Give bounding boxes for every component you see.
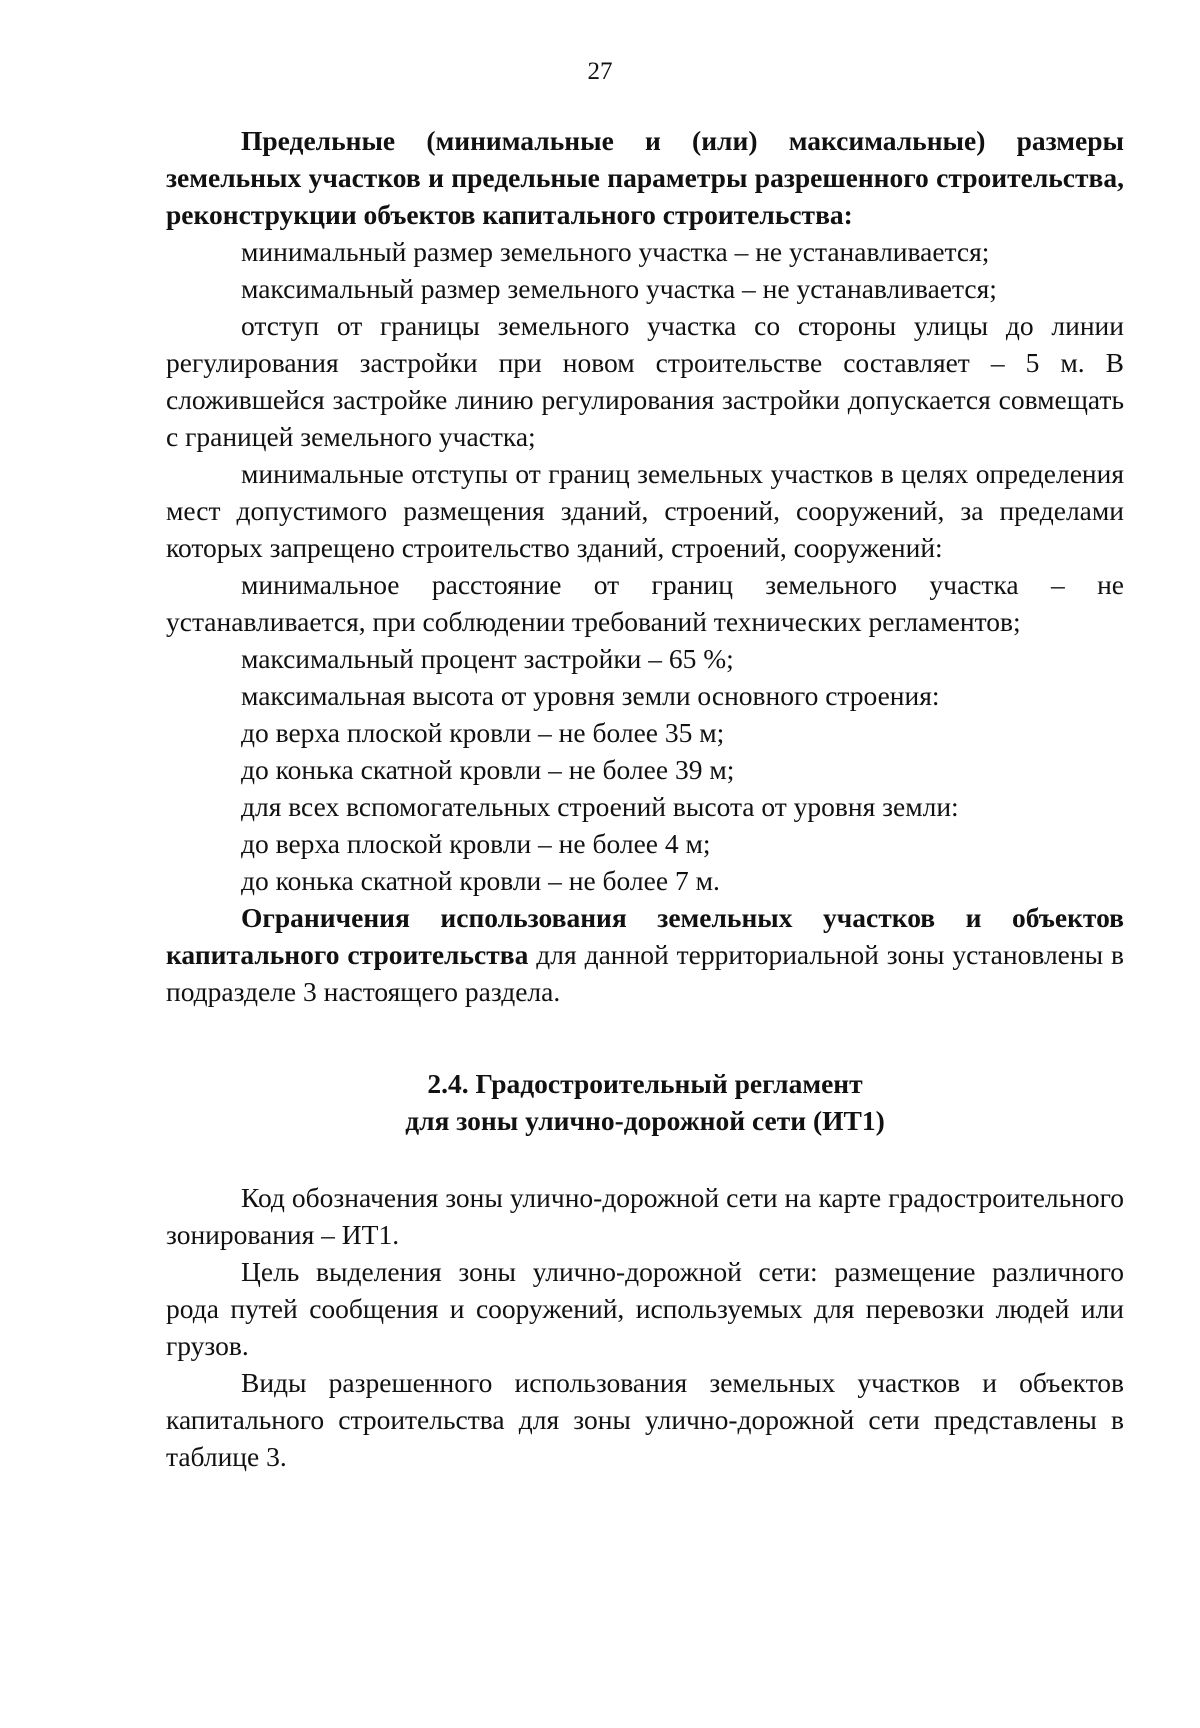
limits-heading: Предельные (минимальные и (или) максимальные) размеры земельных участков и предельные параметры разрешенного строительства, реконструкции объектов капитального строительства: bbox=[166, 125, 1124, 230]
limit-item: максимальный процент застройки – 65 %; bbox=[241, 643, 734, 674]
page-content bbox=[166, 122, 1124, 1475]
restrictions-bold-text: Ограничения использования земельных участков и объектов капитального строительства bbox=[166, 902, 1124, 970]
section-title-line1: 2.4. Градостроительный регламент bbox=[427, 1068, 863, 1099]
section-heading bbox=[166, 1065, 1124, 1139]
section-paragraph: Цель выделения зоны улично-дорожной сети: размещение различного рода путей сообщения и сооружений, используемых для перевозки людей или грузов. bbox=[166, 1256, 1124, 1361]
section-paragraph: Код обозначения зоны улично-дорожной сети на карте градостроительного зонирования – ИТ1. bbox=[166, 1182, 1124, 1250]
limit-item: для всех вспомогательных строений высота от уровня земли: bbox=[241, 791, 959, 822]
restrictions-paragraph bbox=[166, 899, 1124, 1010]
restrictions-text: для данной территориальной зоны установлены в подразделе 3 настоящего раздела. bbox=[166, 939, 1124, 1007]
section-title-line2: для зоны улично-дорожной сети (ИТ1) bbox=[405, 1105, 885, 1136]
limit-item: до верха плоской кровли – не более 4 м; bbox=[241, 828, 711, 859]
section-paragraph: Виды разрешенного использования земельных участков и объектов капитального строительства для зоны улично-дорожной сети представлены в таблице 3. bbox=[166, 1367, 1124, 1472]
limit-item: отступ от границы земельного участка со стороны улицы до линии регулирования застройки при новом строительстве составляет – 5 м. В сложившейся застройке линию регулирования застройки допускается совмещать с границей земельного участка; bbox=[166, 310, 1124, 452]
limit-item: минимальные отступы от границ земельных участков в целях определения мест допустимого размещения зданий, строений, сооружений, за пределами которых запрещено строительство зданий, строений, сооружений: bbox=[166, 458, 1124, 563]
page-number: 27 bbox=[587, 58, 613, 85]
limit-item: до конька скатной кровли – не более 7 м. bbox=[241, 865, 720, 896]
spacer bbox=[166, 1139, 1124, 1179]
limit-item: минимальное расстояние от границ земельного участка – не устанавливается, при соблюдении требований технических регламентов; bbox=[166, 569, 1124, 637]
limit-item: максимальная высота от уровня земли основного строения: bbox=[241, 680, 940, 711]
limit-item: максимальный размер земельного участка – не устанавливается; bbox=[241, 273, 997, 304]
limit-item: до конька скатной кровли – не более 39 м; bbox=[241, 754, 735, 785]
limit-item: до верха плоской кровли – не более 35 м; bbox=[241, 717, 725, 748]
limit-item: минимальный размер земельного участка – не устанавливается; bbox=[241, 236, 990, 267]
